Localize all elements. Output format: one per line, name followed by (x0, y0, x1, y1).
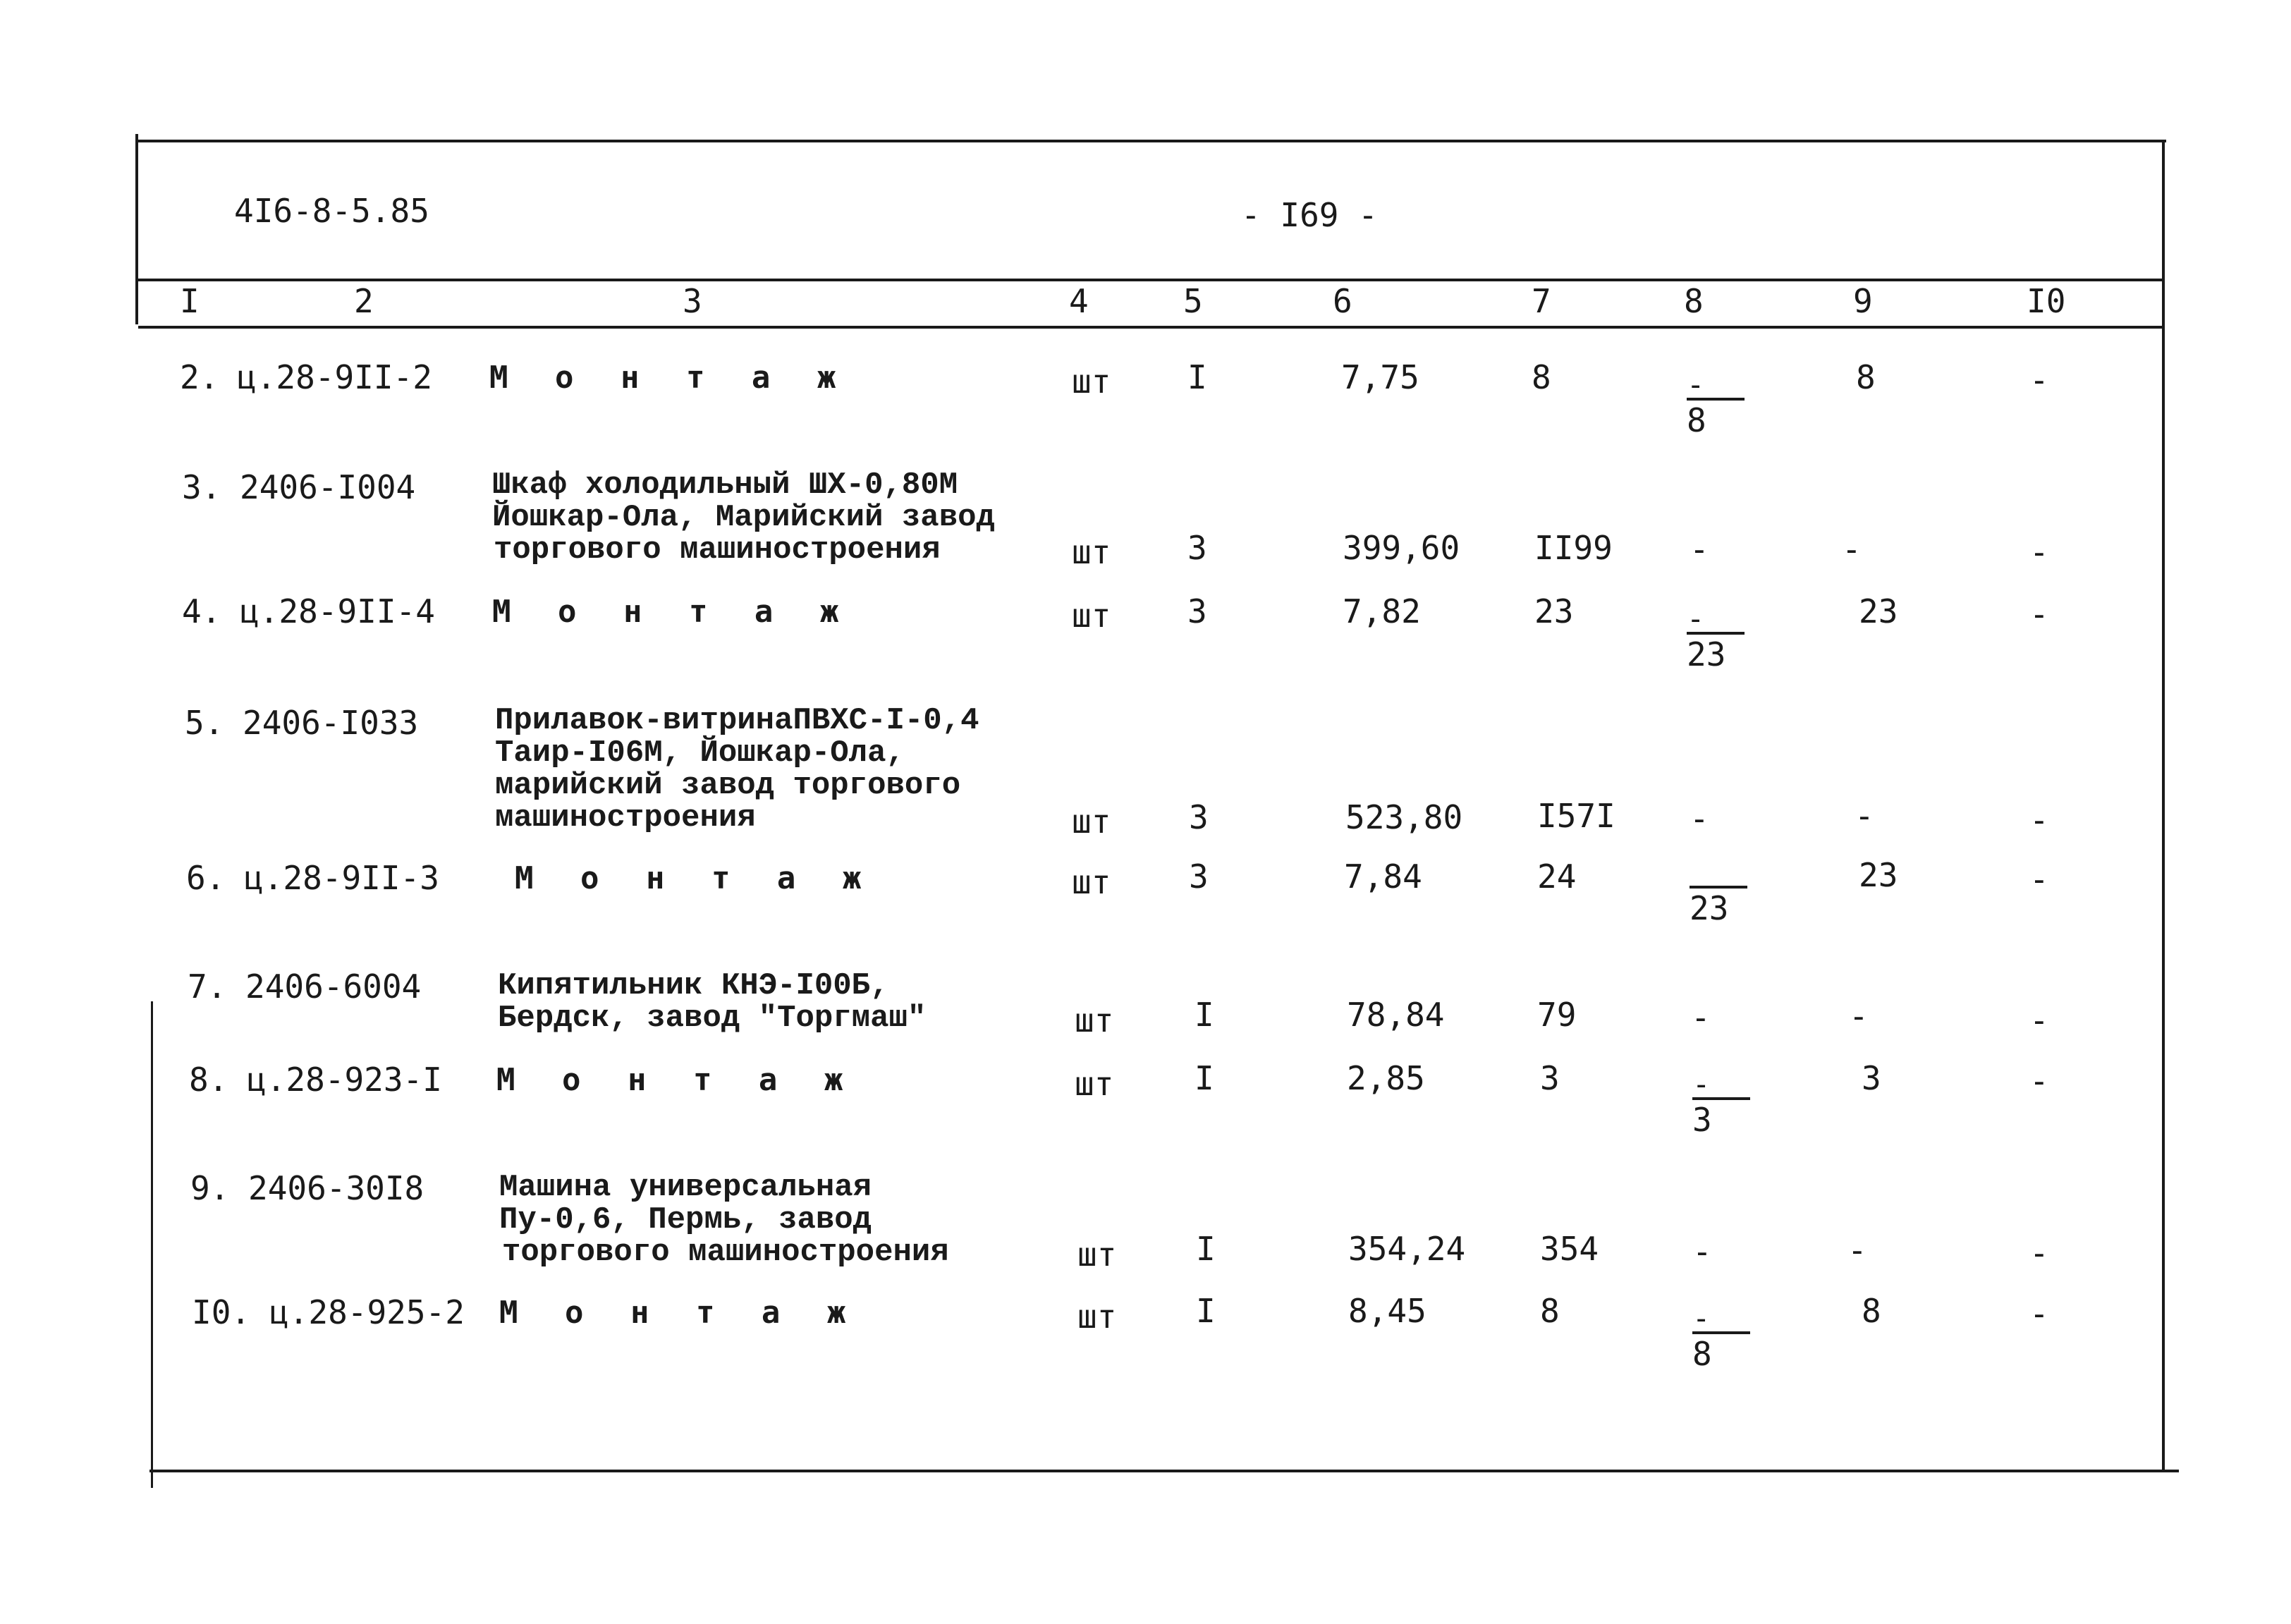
row-code: ц.28-9II-2 (237, 358, 432, 396)
row-number: 6. (186, 859, 226, 897)
row-description-line: торгового машиностроения (494, 532, 941, 568)
row-col8-fraction (1687, 602, 1750, 674)
row-code: 2406-I033 (243, 704, 419, 742)
row-number: 3. (182, 468, 221, 506)
row-unit: шт (1072, 362, 1111, 401)
row-price: 78,84 (1347, 996, 1445, 1034)
row-quantity: 3 (1189, 798, 1209, 836)
column-header-4: 4 (1069, 282, 1089, 320)
row-col9: - (1855, 797, 1874, 835)
frame-right-rule (2162, 140, 2165, 1472)
row-total: II99 (1534, 529, 1613, 567)
row-col10: - (2029, 801, 2049, 839)
row-unit: шт (1072, 597, 1111, 635)
fraction-denominator: 8 (1687, 401, 1706, 439)
row-col9: 8 (1856, 358, 1876, 396)
row-price: 2,85 (1347, 1059, 1425, 1097)
row-quantity: I (1196, 1292, 1216, 1330)
row-col8: - (1692, 1233, 1712, 1271)
row-total: 23 (1534, 592, 1574, 630)
row-quantity: I (1196, 1230, 1216, 1268)
row-total: 354 (1540, 1230, 1599, 1268)
row-description: М о н т а ж (492, 594, 853, 630)
column-header-9: 9 (1853, 282, 1873, 320)
row-price: 523,80 (1345, 798, 1463, 836)
row-description-line: Йошкар-Ола, Марийский завод (492, 500, 995, 535)
row-col10: - (2029, 1062, 2049, 1100)
row-code: ц.28-9II-4 (240, 592, 435, 630)
row-col8-fraction (1690, 859, 1753, 928)
row-unit: шт (1077, 1298, 1117, 1336)
row-quantity: I (1195, 1059, 1214, 1097)
column-header-bottom-rule (138, 326, 2163, 329)
column-header-10: I0 (2027, 282, 2066, 320)
row-total: 79 (1537, 996, 1577, 1034)
row-price: 7,82 (1343, 592, 1421, 630)
row-description-line: Пу-0,6, Пермь, завод (499, 1202, 872, 1238)
row-code: ц.28-9II-3 (244, 859, 439, 897)
row-code: ц.28-925-2 (269, 1293, 465, 1331)
row-col8: - (1690, 530, 1709, 568)
row-col8-fraction (1687, 367, 1750, 440)
column-header-5: 5 (1183, 282, 1203, 320)
document-code: 4I6-8-5.85 (234, 192, 429, 230)
frame-top-rule (135, 140, 2166, 142)
row-total: 3 (1540, 1059, 1560, 1097)
fraction-denominator: 23 (1687, 635, 1726, 673)
row-total: 24 (1537, 857, 1577, 896)
row-col9: 8 (1862, 1292, 1881, 1330)
fraction-denominator: 3 (1692, 1101, 1712, 1139)
row-number: 2. (180, 358, 219, 396)
row-col10: - (2029, 1295, 2049, 1333)
column-header-7: 7 (1532, 282, 1551, 320)
row-price: 7,75 (1341, 358, 1419, 396)
row-description: М о н т а ж (499, 1295, 860, 1331)
row-number: I0. (192, 1293, 251, 1331)
row-total: I57I (1537, 797, 1615, 835)
row-col10: - (2029, 1001, 2049, 1039)
row-description-line: Таир-I06М, Йошкар-Ола, (495, 735, 905, 771)
row-price: 354,24 (1348, 1230, 1466, 1268)
frame-left-lower-rule (151, 1001, 153, 1488)
row-description: М о н т а ж (496, 1062, 857, 1098)
frame-left-rule (135, 134, 138, 324)
row-col10: - (2029, 533, 2049, 571)
row-quantity: I (1195, 996, 1214, 1034)
row-description-line: Шкаф холодильный ШХ-0,80М (492, 468, 958, 503)
row-col8: - (1690, 800, 1709, 838)
fraction-numerator: - (1687, 372, 1745, 401)
row-number: 7. (188, 967, 227, 1006)
row-price: 399,60 (1343, 529, 1460, 567)
row-total: 8 (1540, 1292, 1560, 1330)
row-unit: шт (1075, 1065, 1114, 1103)
row-col8-fraction (1692, 1301, 1756, 1374)
row-price: 7,84 (1344, 857, 1422, 896)
row-description-line: марийский завод торгового (495, 768, 961, 803)
row-number: 4. (182, 592, 221, 630)
row-description-line: Прилавок-витринаПВХС-I-0,4 (495, 703, 979, 738)
frame-bottom-rule (149, 1470, 2179, 1472)
fraction-denominator: 23 (1690, 889, 1729, 927)
row-quantity: I (1187, 358, 1207, 396)
row-description: М о н т а ж (489, 360, 850, 396)
row-quantity: 3 (1187, 529, 1207, 567)
row-col9: - (1842, 530, 1862, 568)
row-col9: 3 (1862, 1059, 1881, 1097)
row-col9: 23 (1859, 856, 1898, 894)
fraction-numerator: - (1687, 606, 1745, 635)
row-number: 9. (190, 1169, 230, 1207)
row-col8: - (1691, 999, 1711, 1037)
row-code: 2406-I004 (240, 468, 416, 506)
row-code: 2406-30I8 (248, 1169, 424, 1207)
row-unit: шт (1077, 1235, 1117, 1274)
row-number: 5. (185, 704, 224, 742)
fraction-numerator (1690, 859, 1747, 889)
column-header-3: 3 (683, 282, 702, 320)
row-col9: - (1847, 1231, 1867, 1269)
row-number: 8. (189, 1061, 228, 1099)
row-col10: - (2029, 1234, 2049, 1272)
row-unit: шт (1072, 863, 1111, 901)
row-description-line: Кипятильник КНЭ-I00Б, (498, 968, 889, 1003)
column-header-8: 8 (1684, 282, 1704, 320)
row-unit: шт (1072, 802, 1111, 841)
row-col9: 23 (1859, 592, 1898, 630)
fraction-denominator: 8 (1692, 1335, 1712, 1373)
column-header-6: 6 (1333, 282, 1352, 320)
fraction-numerator: - (1692, 1072, 1750, 1100)
row-quantity: 3 (1189, 857, 1209, 896)
row-col10: - (2029, 595, 2049, 633)
row-description: М о н т а ж (515, 860, 876, 896)
row-description-line: Бердск, завод "Торгмаш" (498, 1001, 927, 1036)
row-code: 2406-6004 (245, 967, 422, 1006)
column-header-2: 2 (354, 282, 374, 320)
page-number: - I69 - (1241, 196, 1378, 234)
row-unit: шт (1075, 1001, 1114, 1039)
row-col8-fraction (1692, 1067, 1756, 1140)
row-description-line: машиностроения (495, 800, 756, 836)
row-total: 8 (1532, 358, 1551, 396)
row-description-line: Машина универсальная (499, 1170, 872, 1205)
fraction-numerator: - (1692, 1306, 1750, 1334)
row-col9: - (1849, 997, 1869, 1035)
row-description-line: торгового машиностроения (502, 1235, 949, 1270)
header-bottom-rule (138, 279, 2163, 281)
row-price: 8,45 (1348, 1292, 1426, 1330)
row-code: ц.28-923-I (247, 1061, 442, 1099)
row-quantity: 3 (1187, 592, 1207, 630)
row-col10: - (2029, 361, 2049, 399)
column-header-1: I (180, 282, 200, 320)
row-col10: - (2029, 860, 2049, 898)
row-unit: шт (1072, 533, 1111, 571)
